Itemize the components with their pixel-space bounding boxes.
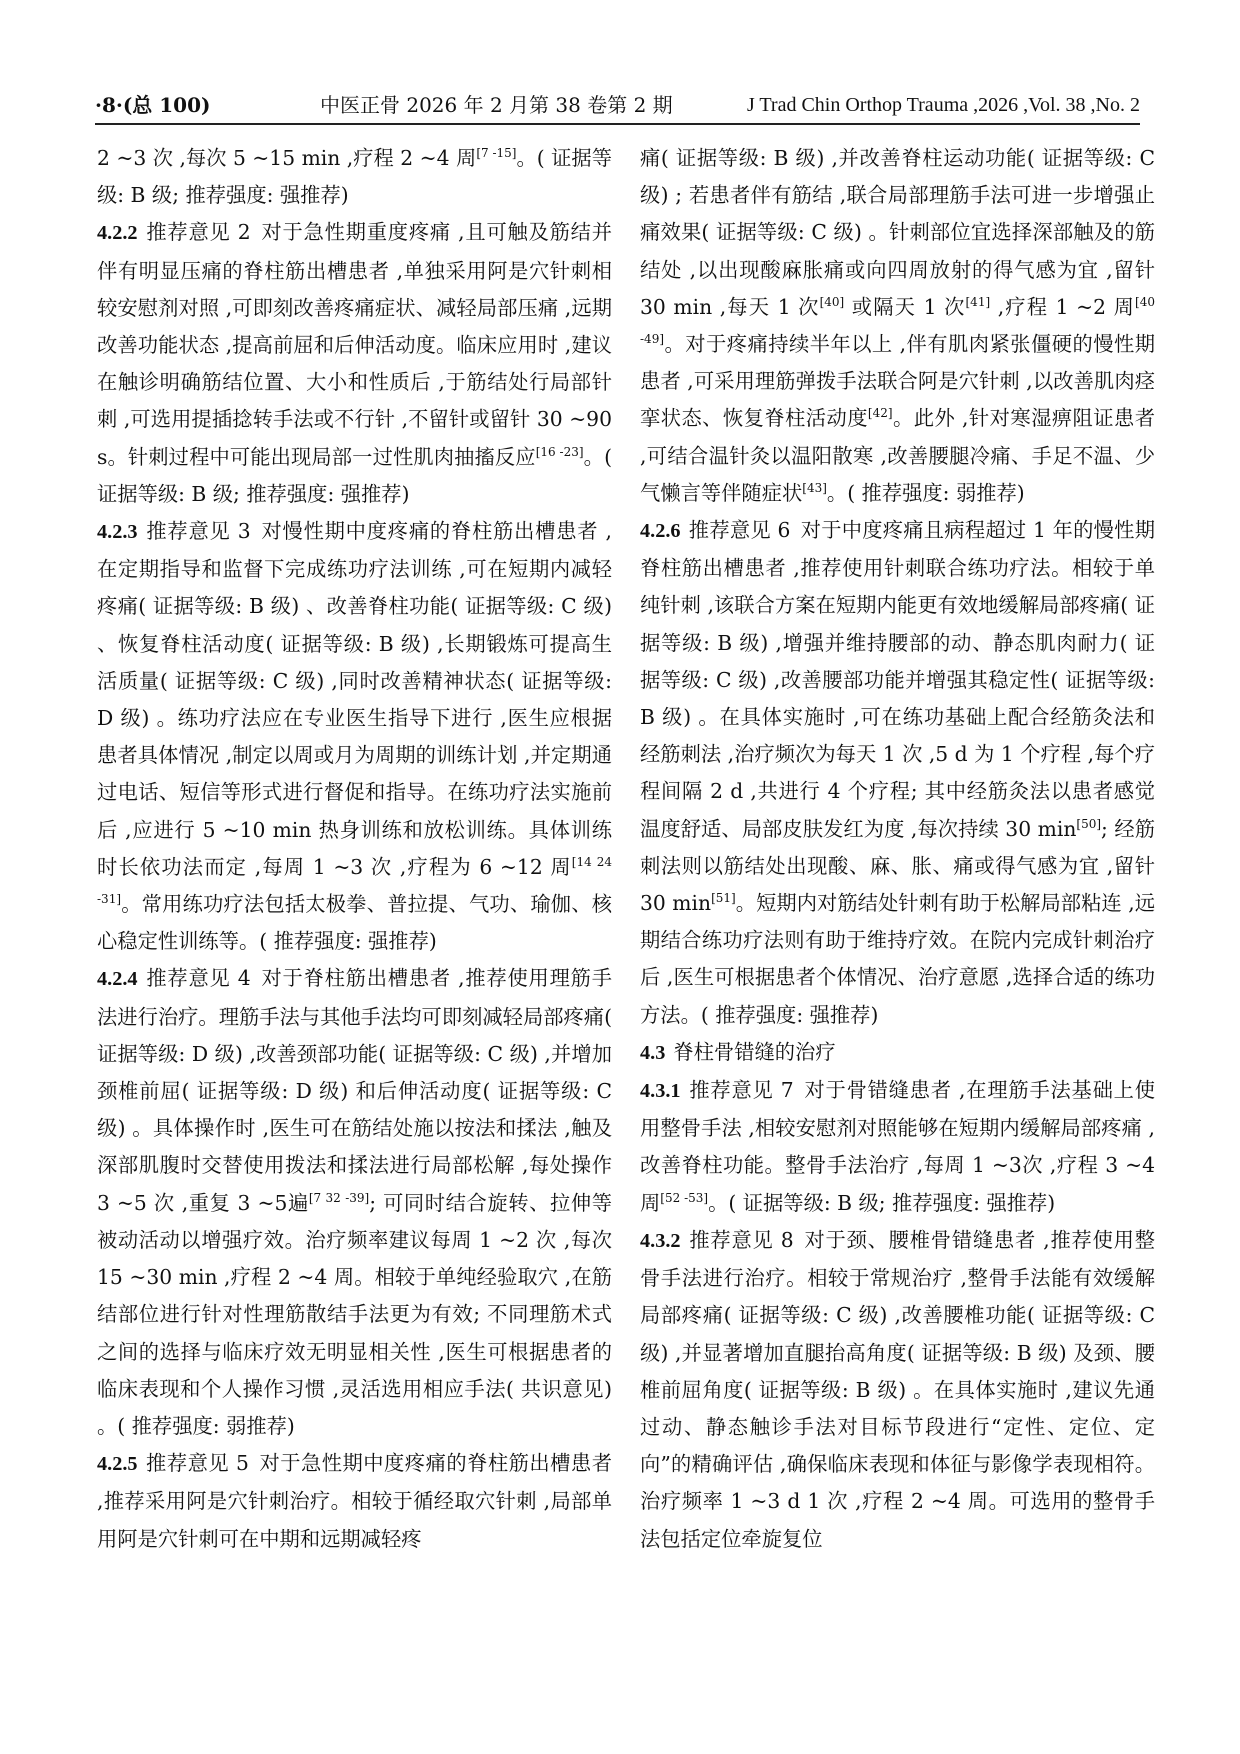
section-number: 4.3.2 [640,1229,681,1252]
paragraph [97,513,612,960]
body-text: 。此外 ,针对寒湿痹阻证患者 ,可结合温针灸以温阳散寒 ,改善腰腿冷痛、手足不温、少气懒言等伴随症状 [640,406,1155,505]
recommendation-title: 推荐意见 4 [145,966,251,991]
paragraph [640,1072,1155,1222]
body-text: 2 ~3 次 ,每次 5 ~15 min ,疗程 2 ~4 周 [97,146,477,170]
citation: [7 32 -39] [308,1190,370,1205]
body-text: 对于脊柱筋出槽患者 ,推荐使用理筋手法进行治疗。理筋手法与其他手法均可即刻减轻局部疼痛( 证据等级: D 级) ,改善颈部功能( 证据等级: C 级) ,并增加颈椎前屈( 证据等级: D 级) 和后伸活动度( 证据等级: C 级) 。具体操作时 ,医生可在筋结处施以按法和揉法 ,触及深部肌腹时交替使用拨法和揉法进行局部松解 ,每处操作 3 ~5 次 ,重复 3 ~5遍 [97,966,612,1215]
section-number: 4.2.3 [97,521,138,544]
body-text: 。短期内对筋结处针刺有助于松解局部粘连 ,远期结合练功疗法则有助于维持疗效。在院内完成针刺治疗后 ,医生可根据患者个体情况、治疗意愿 ,选择合适的练功方法。( 推荐强度: 强推荐) [640,891,1155,1027]
body-text: 对慢性期中度疼痛的脊柱筋出槽患者 ,在定期指导和监督下完成练功疗法训练 ,可在短期内减轻疼痛( 证据等级: B 级) 、改善脊柱功能( 证据等级: C 级) 、恢复脊柱活动度( 证据等级: B 级) ,长期锻炼可提高生活质量( 证据等级: C 级) ,同时改善精神状态( 证据等级: D 级) 。练功疗法应在专业医生指导下进行 ,医生应根据患者具体情况 ,制定以周或月为周期的训练计划 ,并定期通过电话、短信等形式进行督促和指导。在练功疗法实施前后 ,应进行 5 ~10 min 热身训练和放松训练。具体训练时长依功法而定 ,每周 1 ~3 次 ,疗程为 6 ~12 周 [97,519,612,879]
journal-title-cn: 中医正骨 2026 年 2 月第 38 卷第 2 期 [320,93,673,117]
body-text: 对于骨错缝患者 ,在理筋手法基础上使用整骨手法 ,相较安慰剂对照能够在短期内缓解局部疼痛 ,改善脊柱功能。整骨手法治疗 ,每周 1 ~3次 ,疗程 3 ~4 周 [640,1078,1155,1215]
recommendation-title: 推荐意见 7 [688,1078,794,1103]
recommendation-title: 推荐意见 6 [688,518,791,543]
running-header [95,88,1140,122]
recommendation-title: 推荐意见 8 [688,1227,794,1252]
body-text: 。常用练功疗法包括太极拳、普拉提、气功、瑜伽、核心稳定性训练等。( 推荐强度: 强推荐) [97,892,612,954]
section-title: 脊柱骨错缝的治疗 [673,1039,836,1064]
citation: [43] [802,480,827,495]
section-number: 4.3 [640,1041,666,1064]
section-number: 4.2.6 [640,520,681,543]
body-text: 。( 推荐强度: 弱推荐) [826,480,1025,505]
citation: [51] [711,891,736,906]
body-text: 。( 证据等级: B 级; 推荐强度: 强推荐) [97,146,612,208]
recommendation-title: 推荐意见 3 [145,519,251,544]
recommendation-title: 推荐意见 5 [145,1451,249,1476]
citation: [40] [819,294,845,309]
header-rule [95,123,1140,125]
page-number: ·8·(总 100) [95,93,211,117]
left-column [97,140,612,1558]
citation: [42] [867,406,893,421]
section-number: 4.2.5 [97,1453,138,1476]
citation: [40 -49] [640,294,1155,347]
citation: [52 -53] [660,1190,709,1205]
body-text: ; 经筋刺法则以筋结处出现酸、麻、胀、痛或得气感为宜 ,留针 30 min [640,816,1155,916]
citation: [7 -15] [476,146,517,160]
paragraph [97,960,612,1445]
recommendation-title: 推荐意见 2 [145,220,251,245]
body-text: 。( 证据等级: B 级; 推荐强度: 强推荐) [97,444,612,506]
citation: [16 -23] [535,444,584,459]
paragraph [640,512,1155,1034]
citation: [14 24 -31] [97,854,612,907]
paragraph [640,1222,1155,1558]
paragraph [97,140,612,214]
body-text: ; 可同时结合旋转、拉伸等被动活动以增强疗效。治疗频率建议每周 1 ~2 次 ,每次 15 ~30 min ,疗程 2 ~4 周。相较于单纯经验取穴 ,在筋结部位进行针对性理筋散结手法更为有效; 不同理筋术式之间的选择与临床疗效无明显相关性 ,医生可根据患者的临床表现和个人操作习惯 ,灵活选用相应手法( 共识意见) 。( 推荐强度: 弱推荐) [97,1190,612,1438]
section-number: 4.2.2 [97,222,138,245]
paragraph [97,1445,612,1558]
body-text: 对于中度疼痛且病程超过 1 年的慢性期脊柱筋出槽患者 ,推荐使用针刺联合练功疗法。相较于单纯针刺 ,该联合方案在短期内能更有效地缓解局部疼痛( 证据等级: B 级) ,增强并维持腰部的动、静态肌肉耐力( 证据等级: C 级) ,改善腰部功能并增强其稳定性( 证据等级: B 级) 。在具体实施时 ,可在练功基础上配合经筋灸法和经筋刺法 ,治疗频次为每天 1 次 ,5 d 为 1 个疗程 ,每个疗程间隔 2 d ,共进行 4 个疗程; 其中经筋灸法以患者感觉温度舒适、局部皮肤发红为度 ,每次持续 30 min [640,518,1155,841]
journal-title-en: J Trad Chin Orthop Trauma ,2026 ,Vol. 38 ,No. 2 [746,94,1140,116]
citation: [41] [965,294,991,309]
body-text: ,疗程 1 ~2 周 [990,294,1136,319]
body-text: 。( 证据等级: B 级; 推荐强度: 强推荐) [708,1190,1056,1215]
body-text: 。对于疼痛持续半年以上 ,伴有肌肉紧张僵硬的慢性期患者 ,可采用理筋弹拨手法联合阿是穴针刺 ,以改善肌肉痉挛状态、恢复脊柱活动度 [640,332,1155,431]
body-text: 对于急性期重度疼痛 ,且可触及筋结并伴有明显压痛的脊柱筋出槽患者 ,单独采用阿是穴针刺相较安慰剂对照 ,可即刻改善疼痛症状、减轻局部压痛 ,远期改善功能状态 ,提高前屈和后伸活动度。临床应用时 ,建议在触诊明确筋结位置、大小和性质后 ,于筋结处行局部针刺 ,可选用提插捻转手法或不行针 ,不留针或留针 30 ~90 s。针刺过程中可能出现局部一过性肌肉抽搐反应 [97,220,612,469]
citation: [50] [1076,816,1102,831]
paragraph [640,140,1155,512]
section-number: 4.2.4 [97,968,138,991]
body-text: 对于颈、腰椎骨错缝患者 ,推荐使用整骨手法进行治疗。相较于常规治疗 ,整骨手法能有效缓解局部疼痛( 证据等级: C 级) ,改善腰椎功能( 证据等级: C 级) ,并显著增加直腿抬高角度( 证据等级: B 级) 及颈、腰椎前屈角度( 证据等级: B 级) 。在具体实施时 ,建议先通过动、静态触诊手法对目标节段进行“定性、定位、定向”的精确评估 ,确保临床表现和体征与影像学表现相符。治疗频率 1 ~3 d 1 次 ,疗程 2 ~4 周。可选用的整骨手法包括定位牵旋复位 [640,1227,1155,1551]
body-text: 或隔天 1 次 [844,294,966,319]
paragraph [97,214,612,513]
body-text: 对于急性期中度疼痛的脊柱筋出槽患者 ,推荐采用阿是穴针刺治疗。相较于循经取穴针刺 ,局部单用阿是穴针刺可在中期和远期减轻疼 [97,1451,612,1551]
section-number: 4.3.1 [640,1080,681,1103]
section-heading [640,1034,1155,1072]
right-column [640,140,1155,1558]
body-text: 痛( 证据等级: B 级) ,并改善脊柱运动功能( 证据等级: C 级) ; 若患者伴有筋结 ,联合局部理筋手法可进一步增强止痛效果( 证据等级: C 级) 。针刺部位宜选择深部触及的筋结处 ,以出现酸麻胀痛或向四周放射的得气感为宜 ,留针 30 min ,每天 1 次 [640,146,1155,319]
